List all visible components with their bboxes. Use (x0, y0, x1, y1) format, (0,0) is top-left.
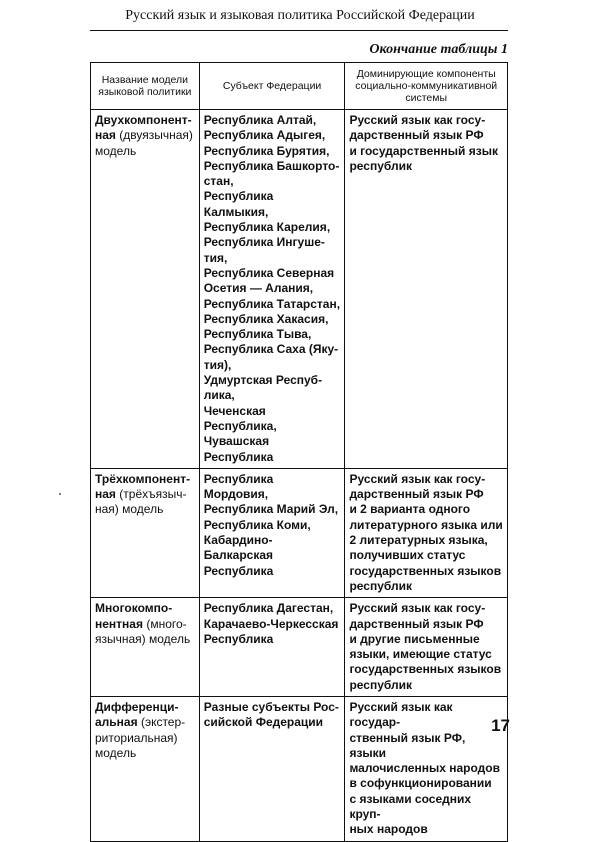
model-name-bold: Дифференци- альная (95, 699, 179, 730)
components-cell: Русский язык как госу- дарственный язык РФ и 2 варианта одного литературного языка или 2 литературных языка, получивших статус государственных языков республик (345, 468, 508, 597)
model-cell (91, 696, 200, 841)
header-model-name: Название модели языковой политики (91, 63, 200, 110)
header-federal-subject: Субъект Федерации (199, 63, 345, 110)
model-name-rest: (трёхъязыч- ная) модель (95, 487, 187, 517)
page-number: 17 (491, 716, 510, 735)
scan-speck (59, 493, 61, 495)
table-header-row (91, 63, 508, 110)
running-head: Русский язык и языковая политика Российской Федерации (125, 8, 475, 23)
table-row (91, 110, 508, 469)
components-cell: Русский язык как госу- дарственный язык РФ и другие письменные языки, имеющие статус государственных языков республик (345, 598, 508, 697)
header-dominant-components: Доминирующие компоненты социально-коммуникативной системы (345, 63, 508, 110)
language-policy-table (90, 62, 508, 842)
model-name-rest: (экстер- риториальная) модель (95, 715, 186, 760)
subjects-cell: Республика Дагестан, Карачаево-Черкесская Республика (199, 598, 345, 697)
model-cell (91, 598, 200, 697)
header-rule (90, 30, 508, 31)
components-cell: Русский язык как государ- ственный язык РФ, языки малочисленных народов в софункционировании с языками соседних круп- ных народов (345, 696, 508, 841)
table-row (91, 598, 508, 697)
model-cell (91, 468, 200, 597)
components-cell: Русский язык как госу- дарственный язык РФ и государственный язык республик (345, 110, 508, 469)
subjects-cell: Разные субъекты Рос- сийской Федерации (199, 696, 345, 841)
subjects-cell: Республика Алтай, Республика Адыгея, Республика Бурятия, Республика Башкорто- стан, Республика Калмыкия, Республика Карелия, Республика Ингуше- тия, Республика Северная Осетия — Алания, Республика Татарстан, Республика Хакасия, Республика Тыва, Республика Саха (Яку- тия), Удмуртская Респуб- лика, Чеченская Республика, Чувашская Республика (199, 110, 345, 469)
model-name-bold: Двухкомпонент- ная (95, 113, 192, 143)
model-cell (91, 110, 200, 469)
table-caption: Окончание таблицы 1 (369, 42, 508, 57)
model-name-rest: (двуязычная) модель (95, 128, 193, 158)
model-name-rest: (много- язычная) модель (95, 616, 191, 646)
subjects-cell: Республика Мордовия, Республика Марий Эл, Республика Коми, Кабардино-Балкарская Республика (199, 468, 345, 597)
table-row (91, 696, 508, 841)
model-name-bold: Трёхкомпонент- ная (95, 471, 191, 502)
model-name-bold: Многокомпо- нентная (95, 601, 173, 631)
table-row (91, 468, 508, 597)
